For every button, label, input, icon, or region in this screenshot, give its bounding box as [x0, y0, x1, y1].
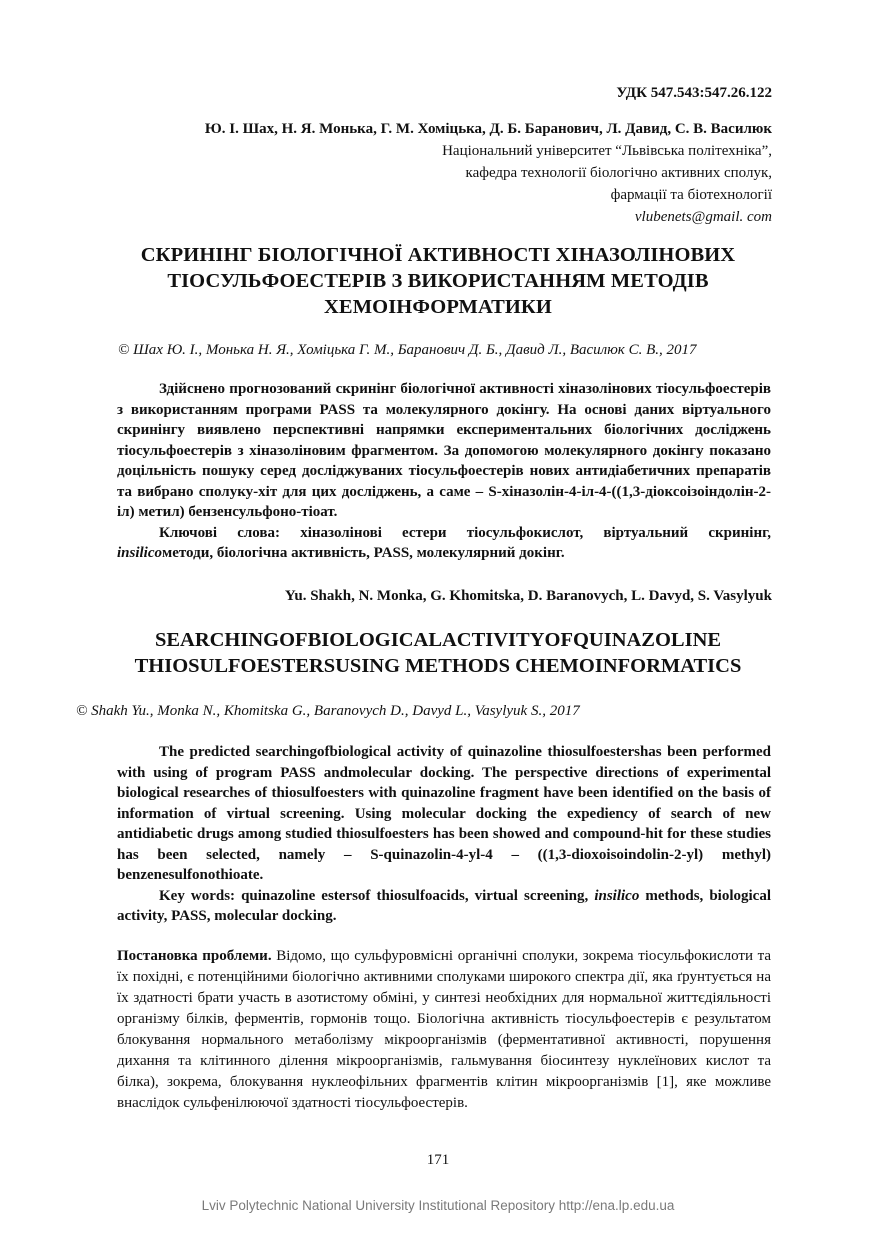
body-text: Відомо, що сульфуровмісні органічні сполуки, зокрема тіосульфокислоти та їх похідні, є потенційними біологічно активними сполуками широкого спектра дії, яка ґрунтується на їх здатності брати участь в азотистому обміні, у синтезі необхідних для нормальної життєдіяльності організму білків, ферментів, гормонів тощо. Біологічна активність тіосульфоестерів є результатом блокування нормального метаболізму мікроорганізмів (ферментативної активності, порушення дихання та клітинного ділення мікроорганізмів, гальмування біосинтезу нуклеїнових кислот та білка), зокрема, блокування нуклеофільних фрагментів клітин мікроорганізмів [1], яке можливе внаслідок сульфенілюючої здатності тіосульфоестерів. — [117, 948, 771, 1111]
body-paragraph — [117, 946, 771, 1114]
repository-footer[interactable]: Lviv Polytechnic National University Institutional Repository http://ena.lp.edu.ua — [201, 1198, 675, 1213]
title-english — [80, 627, 796, 679]
abstract-ukrainian — [117, 379, 771, 564]
keywords-text: methods, biological activity, PASS, molecular docking. — [117, 887, 772, 924]
affiliation-block — [442, 140, 772, 228]
affiliation-line: Національний університет “Львівська політехніка”, — [442, 143, 772, 159]
affiliation-line: фармації та біотехнології — [610, 187, 772, 203]
page-number: 171 — [426, 1152, 450, 1168]
title-line: ТІОСУЛЬФОЕСТЕРІВ З ВИКОРИСТАННЯМ МЕТОДІВ — [167, 270, 709, 292]
authors-ukrainian: Ю. І. Шах, Н. Я. Монька, Г. М. Хоміцька, Д. Б. Баранович, Л. Давид, С. В. Василюк — [204, 121, 772, 137]
title-line: THIOSULFOESTERSUSING METHODS CHEMOINFORMATICS — [134, 655, 742, 677]
abstract-text: Здійснено прогнозований скринінг біологічної активності хіназолінових тіосульфоестерів з використанням програми PASS та молекулярного докінгу. На основі даних віртуального скринінгу виявлено перспективні напрямки експериментальних біологічних досліджень тіосульфоестерів з хіназоліновим фрагментом. За допомогою молекулярного докінгу показано доцільність пошуку серед досліджуваних тіосульфоестерів нових антидіабетичних препаратів та вибрано сполуку-хіт для цих досліджень, а саме – S-хіназолін-4-іл-4-((1,3-діоксоізоіндолін-2-іл) метил) бензенсульфоно-тіоат. — [117, 381, 771, 520]
section-heading: Постановка проблеми. — [117, 948, 272, 964]
problem-statement-section — [117, 946, 771, 1114]
affiliation-line: кафедра технології біологічно активних сполук, — [465, 165, 772, 181]
udk-code: УДК 547.543:547.26.122 — [616, 85, 772, 101]
abstract-english — [117, 742, 771, 927]
abstract-text: The predicted searchingofbiological activity of quinazoline thiosulfoestershas been performed with using of program PASS andmolecular docking. The perspective directions of experimental biological researches of thiosulfoesters with quinazoline fragment have been identified on the basis of information of virtual screening. Using molecular docking the expediency of search of new antidiabetic drugs among studied thiosulfoesters has been showed and compound-hit for these studies has been selected, namely – S-quinazolin-4-yl-4 – ((1,3-dioxoisoindolin-2-yl) methyl) benzenesulfonothioate. — [117, 744, 771, 883]
title-line: СКРИНІНГ БІОЛОГІЧНОЇ АКТИВНОСТІ ХІНАЗОЛІНОВИХ — [140, 244, 736, 266]
keywords-ukrainian — [117, 523, 771, 564]
title-line: SEARCHINGOFBIOLOGICALACTIVITYOFQUINAZOLINE — [154, 629, 722, 651]
author-email[interactable]: vlubenets@gmail. com — [634, 209, 772, 225]
copyright-ukrainian: © Шах Ю. І., Монька Н. Я., Хоміцька Г. М., Баранович Д. Б., Давид Л., Василюк С. В., 2017 — [118, 342, 697, 358]
keywords-italic: insilico — [594, 887, 640, 904]
keywords-text: Key words: quinazoline estersof thiosulfoacids, virtual screening, — [159, 887, 589, 904]
keywords-english — [117, 886, 771, 927]
authors-english: Yu. Shakh, N. Monka, G. Khomitska, D. Baranovych, L. Davyd, S. Vasylyuk — [284, 588, 772, 604]
title-ukrainian — [80, 242, 796, 320]
title-line: ХЕМОІНФОРМАТИКИ — [324, 296, 552, 318]
keywords-text: методи, біологічна активність, PASS, молекулярний докінг. — [162, 545, 565, 561]
copyright-english: © Shakh Yu., Monka N., Khomitska G., Baranovych D., Davyd L., Vasylyuk S., 2017 — [76, 703, 580, 719]
keywords-text: Ключові слова: хіназолінові естери тіосульфокислот, віртуальний скринінг, — [159, 524, 771, 541]
keywords-italic: insilico — [117, 545, 163, 561]
